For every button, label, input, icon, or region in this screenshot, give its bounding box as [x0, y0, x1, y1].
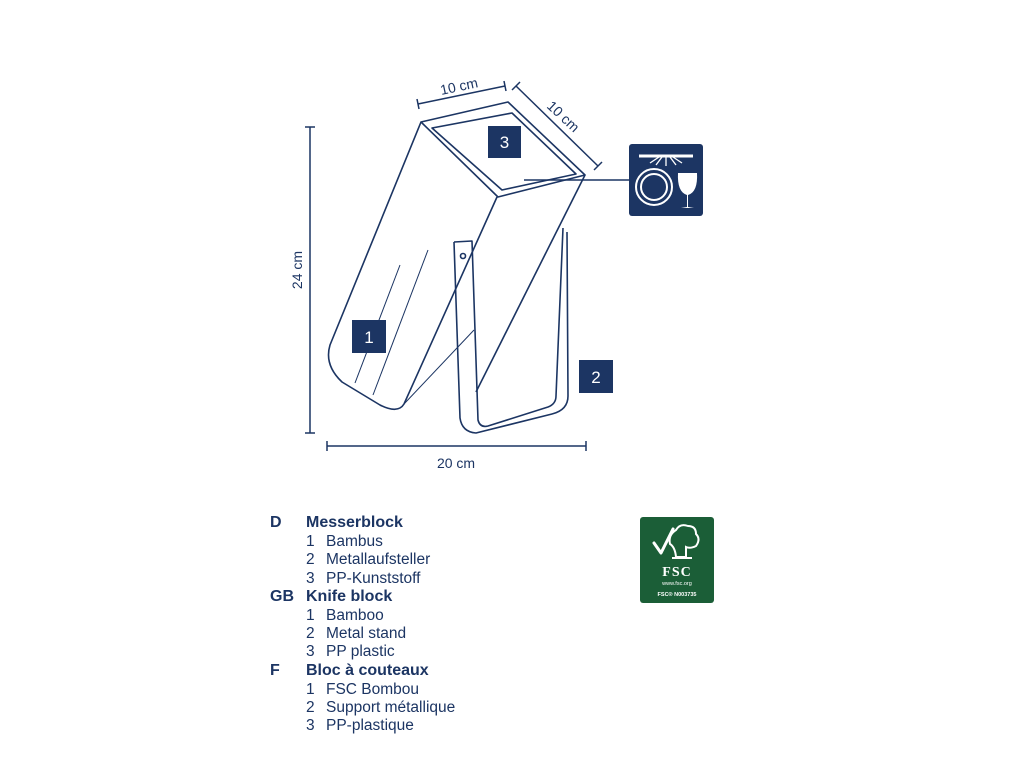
- list-item: 2 Support métallique: [306, 699, 456, 717]
- svg-text:2: 2: [591, 368, 601, 387]
- knife-block: [329, 102, 586, 409]
- base-width-dimension-label: 20 cm: [436, 455, 476, 471]
- part-badge-3: [488, 126, 521, 158]
- base-width-dimension-line: [327, 441, 586, 451]
- legend-heading-gb: [270, 588, 600, 607]
- list-item: 1 Bambus: [306, 533, 383, 550]
- dishwasher-safe-icon: [629, 144, 703, 216]
- legend-title-f: Bloc à couteaux: [306, 661, 429, 679]
- fsc-url: www.fsc.org: [662, 581, 692, 587]
- list-item: 2 Metal stand: [306, 625, 407, 643]
- fsc-license-code: FSC® N003735: [657, 592, 697, 598]
- list-item: 1 FSC Bombou: [306, 680, 420, 698]
- height-dimension-line: [305, 127, 315, 433]
- lang-code-de: D: [270, 514, 282, 531]
- legend-heading-de: [270, 514, 600, 533]
- metal-stand: [454, 228, 568, 433]
- top-width-dimension-label: 10 cm: [438, 74, 480, 98]
- lang-code-gb: GB: [270, 587, 294, 605]
- part-badge-1: [352, 320, 386, 353]
- list-item: 1 Bamboo: [306, 606, 384, 624]
- list-item: 3 PP-plastique: [306, 717, 414, 735]
- top-depth-dimension-label: 10 cm: [544, 97, 583, 136]
- stand-hole: [461, 254, 466, 259]
- svg-text:1: 1: [364, 328, 374, 347]
- tree-check-icon: [640, 517, 714, 565]
- part-badge-2: [579, 360, 613, 393]
- svg-text:3: 3: [499, 133, 510, 152]
- list-item: 3 PP plastic: [306, 643, 395, 661]
- list-item: 3 PP-Kunststoff: [306, 569, 421, 587]
- lang-code-f: F: [270, 661, 280, 679]
- list-item: 2 Metallaufsteller: [306, 551, 431, 569]
- fsc-label: FSC: [662, 565, 692, 580]
- legend-heading-f: [270, 662, 600, 681]
- height-dimension-label: 24 cm: [289, 250, 305, 290]
- legend: [270, 514, 600, 736]
- legend-title-de: Messerblock: [306, 514, 403, 531]
- fsc-logo: [640, 517, 714, 603]
- legend-title-gb: Knife block: [306, 587, 393, 605]
